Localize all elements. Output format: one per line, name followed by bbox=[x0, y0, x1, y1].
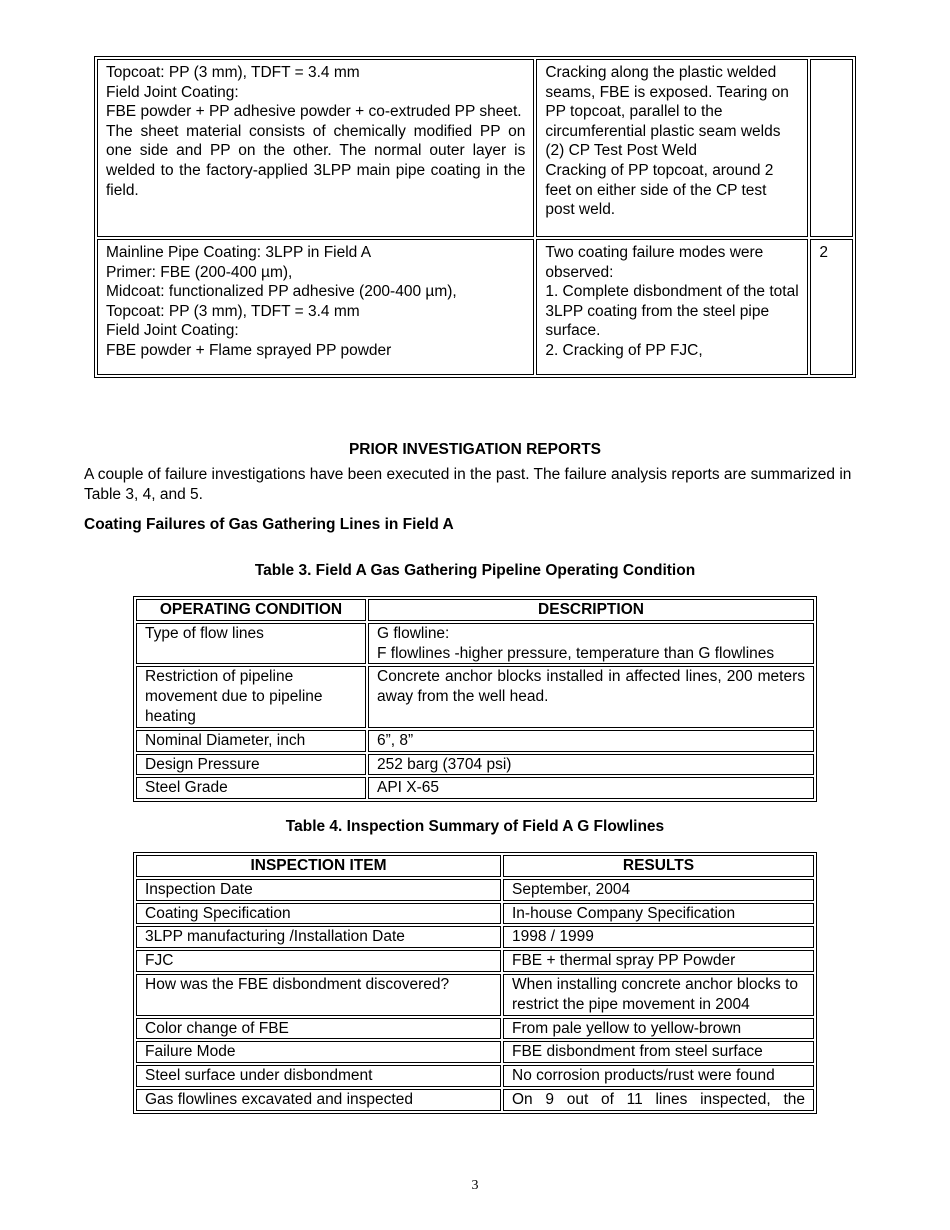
table3-operating-condition bbox=[133, 596, 817, 802]
failure-mode-cell: Cracking along the plastic welded seams, FBE is exposed. Tearing on PP topcoat, parallel to the circumferential plastic seam welds (2) CP Test Post Weld Cracking of PP topcoat, around 2 feet on either side of the CP test post weld. bbox=[536, 59, 808, 237]
table-cell: FBE disbondment from steel surface bbox=[503, 1041, 814, 1063]
table-row bbox=[97, 59, 853, 237]
table-row bbox=[136, 1041, 814, 1063]
column-header: RESULTS bbox=[503, 855, 814, 877]
table-cell: How was the FBE disbondment discovered? bbox=[136, 974, 501, 1016]
coating-system-cell: Mainline Pipe Coating: 3LPP in Field A Primer: FBE (200-400 µm), Midcoat: functionalized PP adhesive (200-400 µm), Topcoat: PP (3 mm), TDFT = 3.4 mm Field Joint Coating: FBE powder + Flame sprayed PP powder bbox=[97, 239, 534, 375]
table-cell: 252 barg (3704 psi) bbox=[368, 754, 814, 776]
table-cell: 3LPP manufacturing /Installation Date bbox=[136, 926, 501, 948]
section-intro: A couple of failure investigations have been executed in the past. The failure analysis reports are summarized in Table 3, 4, and 5. bbox=[84, 466, 852, 503]
table-header-row bbox=[136, 855, 814, 877]
column-header: OPERATING CONDITION bbox=[136, 599, 366, 621]
table-cell: Gas flowlines excavated and inspected bbox=[136, 1089, 501, 1111]
table-cell: Nominal Diameter, inch bbox=[136, 730, 366, 752]
table-row bbox=[136, 974, 814, 1016]
table-cell: Type of flow lines bbox=[136, 623, 366, 665]
page-number: 3 bbox=[471, 1178, 479, 1193]
count-cell bbox=[810, 59, 853, 237]
table-row bbox=[136, 623, 814, 665]
table-cell: FBE + thermal spray PP Powder bbox=[503, 950, 814, 972]
table-row bbox=[136, 950, 814, 972]
table4-inspection-summary bbox=[133, 852, 817, 1114]
continued-coating-failure-table bbox=[94, 56, 856, 378]
table-cell: From pale yellow to yellow-brown bbox=[503, 1018, 814, 1040]
table-row bbox=[136, 666, 814, 727]
table-cell: API X-65 bbox=[368, 777, 814, 799]
coating-system-cell bbox=[97, 59, 534, 237]
table-cell: Color change of FBE bbox=[136, 1018, 501, 1040]
table-cell: 6”, 8” bbox=[368, 730, 814, 752]
coating-system-text: Topcoat: PP (3 mm), TDFT = 3.4 mm Field Joint Coating: bbox=[106, 64, 360, 101]
failure-mode-cell: Two coating failure modes were observed: 1. Complete disbondment of the total 3LPP coating from the steel pipe surface. 2. Cracking of PP FJC, bbox=[536, 239, 808, 375]
table-cell: On 9 out of 11 lines inspected, the bbox=[503, 1089, 814, 1111]
table-row bbox=[136, 879, 814, 901]
table-cell: 1998 / 1999 bbox=[503, 926, 814, 948]
table-cell: No corrosion products/rust were found bbox=[503, 1065, 814, 1087]
table-cell: September, 2004 bbox=[503, 879, 814, 901]
section-title: PRIOR INVESTIGATION REPORTS bbox=[348, 441, 602, 458]
table-row bbox=[136, 754, 814, 776]
table-cell: Concrete anchor blocks installed in affected lines, 200 meters away from the well head. bbox=[368, 666, 814, 727]
table-cell: In-house Company Specification bbox=[503, 903, 814, 925]
table3-caption: Table 3. Field A Gas Gathering Pipeline Operating Condition bbox=[254, 562, 696, 579]
table-row bbox=[136, 926, 814, 948]
table-cell: Restriction of pipeline movement due to pipeline heating bbox=[136, 666, 366, 727]
count-cell: 2 bbox=[810, 239, 853, 375]
table-row bbox=[136, 1065, 814, 1087]
table-cell: Steel surface under disbondment bbox=[136, 1065, 501, 1087]
table-row bbox=[136, 1089, 814, 1111]
table-cell: When installing concrete anchor blocks to restrict the pipe movement in 2004 bbox=[503, 974, 814, 1016]
table-row bbox=[136, 1018, 814, 1040]
table-cell: Steel Grade bbox=[136, 777, 366, 799]
table-row bbox=[136, 903, 814, 925]
table-cell: Design Pressure bbox=[136, 754, 366, 776]
table-cell: Coating Specification bbox=[136, 903, 501, 925]
table-row bbox=[136, 730, 814, 752]
table-cell: G flowline: F flowlines -higher pressure, temperature than G flowlines bbox=[368, 623, 814, 665]
column-header: DESCRIPTION bbox=[368, 599, 814, 621]
table4-caption: Table 4. Inspection Summary of Field A G Flowlines bbox=[285, 818, 665, 835]
table-row bbox=[97, 239, 853, 375]
coating-system-description: FBE powder + PP adhesive powder + co-extruded PP sheet. The sheet material consists of chemically modified PP on one side and PP on the other. The normal outer layer is welded to the factory-applied 3LPP main pipe coating in the field. bbox=[106, 103, 526, 199]
table-row bbox=[136, 777, 814, 799]
column-header: INSPECTION ITEM bbox=[136, 855, 501, 877]
table-cell: FJC bbox=[136, 950, 501, 972]
table-header-row bbox=[136, 599, 814, 621]
table-cell: Inspection Date bbox=[136, 879, 501, 901]
table-cell: Failure Mode bbox=[136, 1041, 501, 1063]
subheading: Coating Failures of Gas Gathering Lines in Field A bbox=[84, 516, 454, 533]
